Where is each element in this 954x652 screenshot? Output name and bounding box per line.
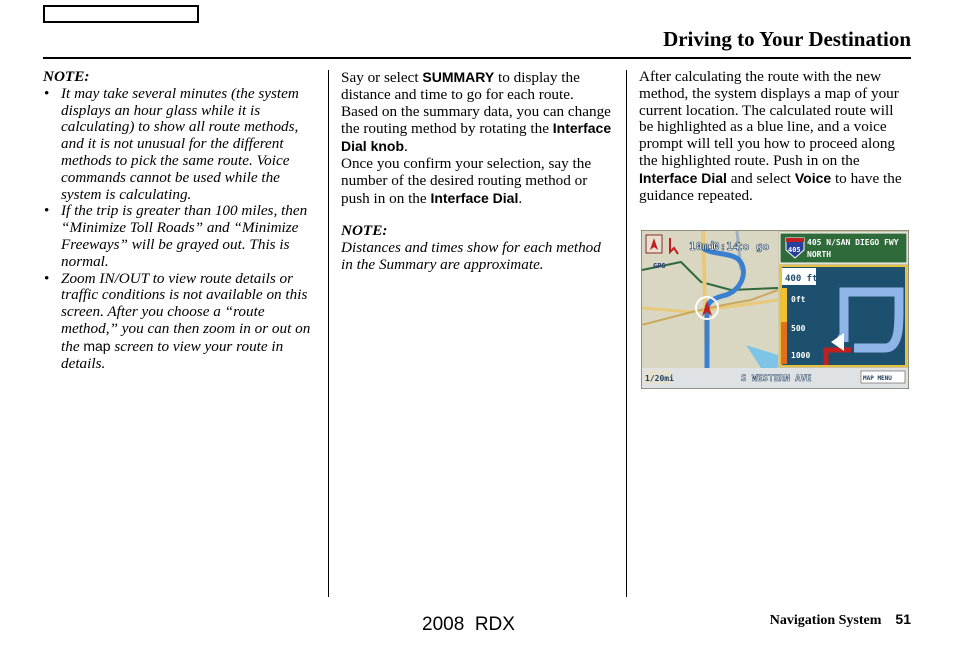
highway-name-line1: 405 N/SAN DIEGO FWY	[807, 238, 899, 247]
confirm-paragraph: Once you confirm your selection, say the number of the desired routing method or push in on the Interface Dial.	[341, 154, 592, 207]
header-tab-box	[43, 5, 199, 23]
interface-dial-keyword: Interface Dial	[639, 169, 727, 186]
column-divider	[328, 70, 329, 597]
route-paragraph: After calculating the route with the new method, the system displays a map of your current location. The calculated route will be highlighted as a blue line, and a voice prompt will tell you how to proceed along the highlighted route. Push in on the Interface Dial and select Voice to have the guidance repeated.	[639, 68, 902, 204]
current-street: S WESTERN AVE	[741, 374, 812, 384]
note-text: screen to view your route in details.	[61, 337, 284, 372]
scale-label: 500	[791, 324, 806, 333]
note-item	[43, 86, 315, 204]
interface-dial-keyword: Interface Dial	[430, 189, 519, 206]
note-heading: NOTE:	[43, 68, 90, 85]
page-title: Driving to Your Destination	[663, 27, 911, 51]
vehicle-model: 2008 RDX	[422, 614, 515, 635]
gps-label: GPS	[653, 262, 666, 270]
column-divider	[626, 70, 627, 597]
navigation-map-screenshot	[641, 230, 909, 389]
note-heading: NOTE:	[341, 222, 388, 240]
column-1	[43, 69, 315, 372]
map-menu-label: MAP MENU	[863, 375, 892, 382]
header-rule	[43, 57, 911, 59]
section-name: Navigation System	[769, 613, 882, 628]
remaining-distance: 10mi	[689, 240, 716, 253]
page-number: 51	[895, 611, 911, 627]
highway-name-line2: NORTH	[807, 250, 832, 259]
remaining-time: 0:14	[713, 240, 740, 253]
turn-distance: 400 ft	[785, 274, 818, 284]
note-text: If the trip is greater than 100 miles, then “Minimize Toll Roads” and “Minimize Freeways” will be grayed out. This is normal.	[61, 202, 308, 270]
voice-keyword: Voice	[794, 169, 832, 186]
map-scale: 1/20mi	[645, 374, 674, 383]
map-keyword: map	[83, 337, 111, 354]
scale-label: 1000	[791, 351, 811, 360]
column-2	[341, 69, 613, 274]
note-text: Zoom IN/OUT to view route details or traffic conditions is not available on this screen. After you choose a “route method,” you can then zoom in or out on the	[61, 269, 311, 355]
interface-dial-knob-keyword: Interface Dial knob	[341, 120, 612, 155]
note-item	[43, 203, 315, 270]
highway-shield-number: 405	[788, 246, 801, 254]
scale-label: 0ft	[791, 295, 806, 304]
column-3	[639, 69, 911, 204]
note-text: It may take several minutes (the system displays an hour glass while it is calculating) to show all route methods, and it is not unusual for the different methods to pick the same route. Voice commands cannot be used while the system is calculating.	[61, 84, 299, 203]
note-text: Distances and times show for each method in the Summary are approximate.	[341, 239, 601, 273]
summary-paragraph: Say or select SUMMARY to display the distance and time to go for each route. Based on the summary data, you can change the routing method by rotating the Interface Dial knob.	[341, 69, 612, 156]
to-go-label: to go	[736, 240, 770, 253]
summary-keyword: SUMMARY	[422, 69, 495, 85]
note-item	[43, 271, 315, 373]
note-list	[43, 86, 315, 373]
footer-section	[770, 611, 911, 629]
